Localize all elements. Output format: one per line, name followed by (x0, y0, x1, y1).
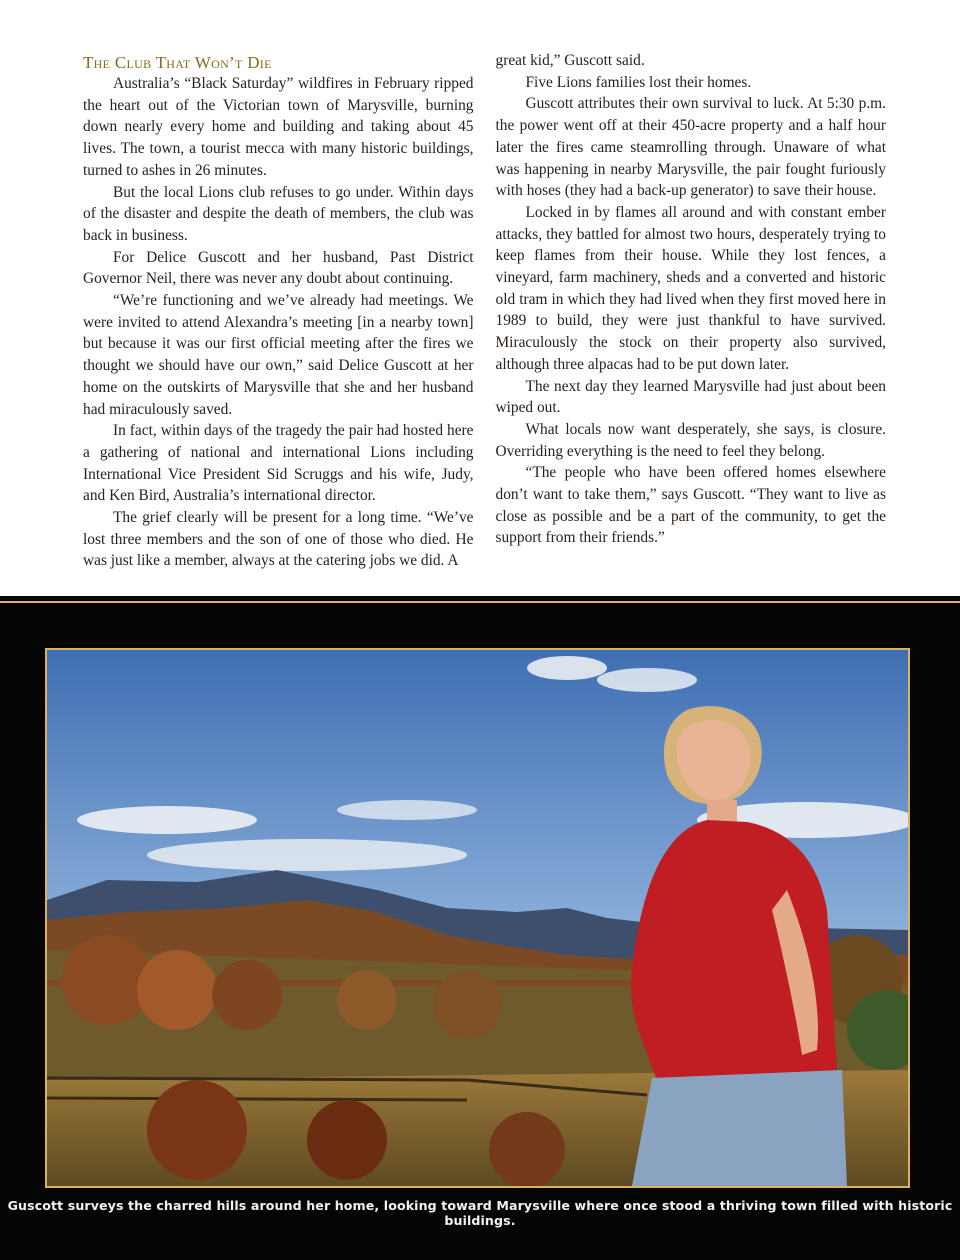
article-paragraph: In fact, within days of the tragedy the pair had hosted here a gathering of national and international Lions including International Vice President Sid Scruggs and his wife, Judy, and Ken Bird, Australia’s international director. (83, 422, 474, 505)
article-paragraph: Guscott attributes their own survival to luck. At 5:30 p.m. the power went off at their 450-acre property and a half hour later the fires came steamrolling through. Unaware of what was happening in nearby Marysville, the pair fought furiously with hoses (they had a back-up generator) to save their house. (495, 95, 886, 200)
article-column-right (496, 50, 887, 580)
article-paragraph: What locals now want desperately, she says, is closure. Overriding everything is the need to feel they belong. (495, 420, 886, 460)
article-paragraph: great kid,” Guscott said. (495, 52, 645, 69)
article-paragraph: The next day they learned Marysville had just about been wiped out. (495, 377, 886, 417)
article-body (83, 50, 886, 580)
article-paragraph: But the local Lions club refuses to go under. Within days of the disaster and despite the death of members, the club was back in business. (83, 183, 474, 244)
photo-illustration (47, 650, 908, 1186)
photo-landscape-woman (45, 648, 910, 1188)
gold-rule (0, 601, 960, 603)
article-column-left (83, 50, 474, 580)
article-headline: The Club That Won’t Die (83, 53, 272, 72)
article-paragraph: Australia’s “Black Saturday” wildfires in February ripped the heart out of the Victorian town of Marysville, burning down nearly every home and building and taking about 45 lives. The town, a tourist mecca with many historic buildings, turned to ashes in 26 minutes. (83, 75, 474, 179)
article-paragraph: “The people who have been offered homes elsewhere don’t want to take them,” says Guscott. “They want to live as close as possible and be a part of the community, to get the support from their friends.” (495, 464, 886, 547)
article-paragraph: Locked in by flames all around and with constant ember attacks, they battled for almost two hours, desperately trying to keep flames from their house. While they lost fences, a vineyard, farm machinery, sheds and a converted and historic old tram in which they had lived when they first moved here in 1989 to build, they were just thankful to have survived. Miraculously the stock on their property also survived, although three alpacas had to be put down later. (495, 203, 886, 373)
article-paragraph: Five Lions families lost their homes. (525, 73, 752, 91)
article-paragraph: For Delice Guscott and her husband, Past District Governor Neil, there was never any doubt about continuing. (83, 248, 474, 288)
photo-caption: Guscott surveys the charred hills around her home, looking toward Marysville where once stood a thriving town filled with historic buildings. (7, 1198, 953, 1228)
article-paragraph: The grief clearly will be present for a long time. “We’ve lost three members and the son of one of those who died. He was just like a member, always at the catering jobs we did. A (83, 509, 474, 570)
article-paragraph: “We’re functioning and we’ve already had meetings. We were invited to attend Alexandra’s meeting [in a nearby town] but because it was our first official meeting after the fires we thought we should have our own,” said Delice Guscott at her home on the outskirts of Marysville that she and her husband had miraculously saved. (83, 292, 474, 418)
